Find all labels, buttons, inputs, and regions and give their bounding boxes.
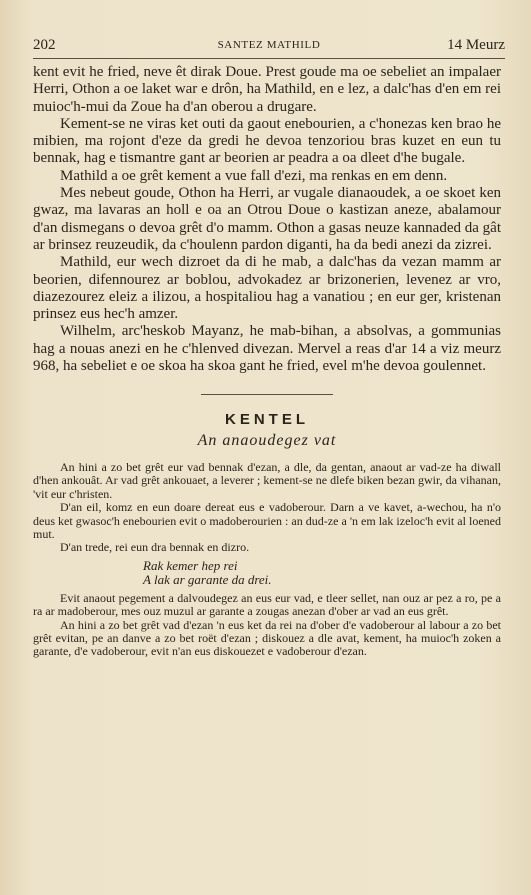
running-title: SANTEZ MATHILD (217, 39, 321, 51)
kentel-paragraph-4: Evit anaout pegement a dalvoudegez an eus eur vad, e tleer sellet, nan ouz ar pez a ro, pe a ra ar madoberour, mes ouz muzul ar garante a zougas anezan d'ober ar vad an eus grêt. (33, 590, 501, 619)
header-date: 14 Meurz (447, 37, 505, 53)
paragraph-6: Wilhelm, arc'heskob Mayanz, he mab-bihan, a absolvas, a gommunias hag a nouas anezi en he c'hlenved divezan. Mervel a reas d'ar 14 a viz meurz 968, ha sebeliet e oe skoa ha skoa gant he fried, evel m'he devoa goulennet. (33, 323, 501, 375)
verse-line-1: Rak kemer hep rei (143, 557, 238, 573)
kentel-text (33, 461, 501, 659)
paragraph-4: Mes nebeut goude, Othon ha Herri, ar vugale dianaoudek, a oe skoet ken gwaz, ma lavaras an holl e oa an Otrou Doue o kastizan aneze, abalamour d'an dismegans o devoa grêt d'o mamm. Othon a gasas neuze kannaded da gât ar brinsez reuzeudik, da c'houlenn pardon diganti, ha da bedi anezi da zizrei. (33, 185, 501, 253)
kentel-paragraph-2: D'an eil, komz en eun doare dereat eus e vadoberour. Darn a ve kavet, a-wechou, ha n'o deus ket gwasoc'h enebourien evit o madoberourien : an dud-ze a 'n em lak izeloc'h evit al loened mut. (33, 500, 501, 541)
paragraph-5: Mathild, eur wech dizroet da di he mab, a dalc'has da vezan mamm ar beorien, difennourez ar boblou, advokadez ar brizonerien, levenez ar vro, diazezourez eleiz a ilizou, a hospitaliou hag a vanatiou ; en eur ger, kristenan prinsez eus hec'h amzer. (33, 254, 501, 323)
kentel-subtitle: An anaoudegez vat (197, 431, 337, 449)
kentel-paragraph-3: D'an trede, rei eun dra bennak en dizro. (60, 540, 250, 555)
proverb-verse (143, 559, 501, 588)
main-text (33, 64, 501, 659)
kentel-paragraph-1: An hini a zo bet grêt eur vad bennak d'ezan, a dle, da gentan, anaout ar vad-ze ha diwall d'hen ankouât. Ar vad grêt ankouaet, a leverer ; kement-se ne dlefe biken bezan gwir, da vihanan, 'vit eur c'hristen. (33, 459, 501, 501)
running-header (33, 36, 505, 59)
paragraph-3: Mathild a oe grêt kement a vue fall d'ezi, ma renkas en em denn. (60, 167, 448, 184)
paragraph-2: Kement-se ne viras ket outi da gaout enebourien, a c'honezas ken brao he mibien, ma rojont d'eze da gredi he devoa tenzoriou bras kuzet en eun tu bennak, hag e tismantre gant ar beorien ar peadra a oa dleet d'he bugale. (33, 115, 501, 167)
kentel-paragraph-5: An hini a zo bet grêt vad d'ezan 'n eus ket da rei na d'ober d'e vadoberour al labour a zo bet grêt evitan, pe an danve a zo bet roët d'ezan ; diskouez a dle avat, kement, ha muioc'h zoken a garante, d'e vadoberour, evit n'an eus diskouezet e vadoberour d'ezan. (33, 617, 501, 659)
paragraph-1: kent evit he fried, neve êt dirak Doue. Prest goude ma oe sebeliet an impalaer Herri, Othon a oe laket war e drôn, ha Mathild, en e lez, a dalc'has d'en em rei muioc'h-mui da Zoue ha d'an oberou a drugare. (33, 64, 501, 115)
section-divider (201, 394, 333, 395)
verse-line-2: A lak ar garante da drei. (143, 572, 272, 588)
kentel-heading: KENTEL (225, 411, 309, 429)
page-number: 202 (33, 37, 56, 53)
